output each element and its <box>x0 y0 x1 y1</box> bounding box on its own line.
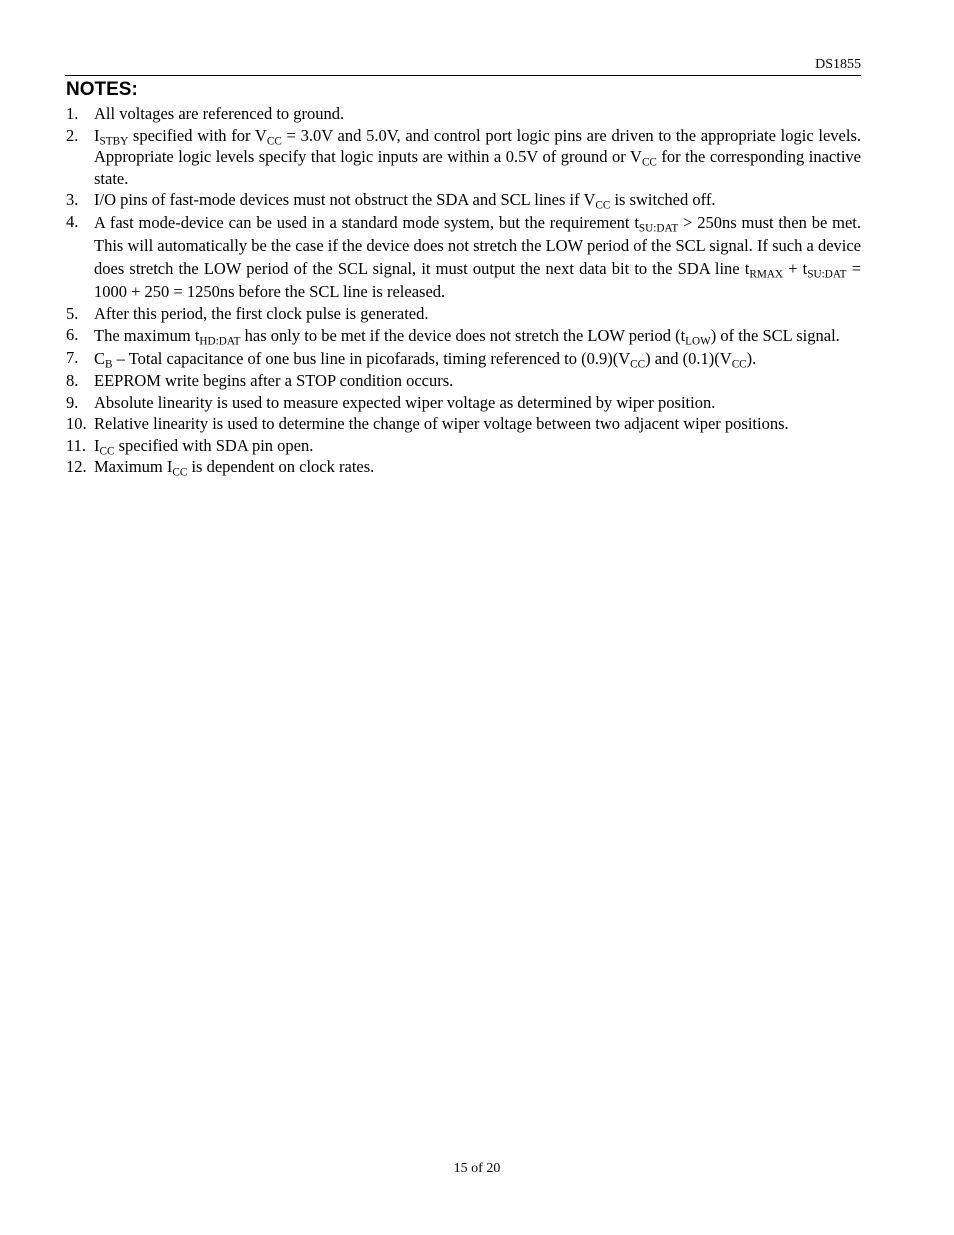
note-text-run: = 3.0V and 5.0V, and control port logic pins are driven to the appropriate logic levels. Appropriate logic levels specify that logic inputs are within a 0.5V of ground or V <box>94 125 861 166</box>
note-text-run: specified with SDA pin open. <box>114 435 314 455</box>
notes-heading: NOTES: <box>66 79 138 100</box>
note-text-run: ) of the SCL signal. <box>710 326 840 345</box>
subscript: CC <box>266 134 282 147</box>
note-text-run: for the corresponding inactive state. <box>94 147 861 188</box>
note-text <box>94 370 861 392</box>
page-number: 15 of 20 <box>453 1161 501 1176</box>
subscript: CC <box>595 199 611 212</box>
note-text-run: > 250ns must then be met. This will automatically be the case if the device does not stretch the LOW period of the SCL signal. If such a device does stretch the LOW period of the SCL signal, it must output the next data bit to the SDA line t <box>94 212 861 278</box>
note-text <box>94 324 861 347</box>
note-text-run: Maximum I <box>94 457 173 476</box>
note-text-run: specified with for V <box>128 125 267 145</box>
subscript: CC <box>99 444 115 457</box>
note-text <box>94 413 861 435</box>
subscript: CC <box>172 466 188 479</box>
note-item <box>66 211 861 303</box>
note-text-run: is dependent on clock rates. <box>187 457 375 476</box>
note-number: 9. <box>66 392 79 412</box>
note-text-run: + t <box>783 258 808 278</box>
note-text-run: Absolute linearity is used to measure expected wiper voltage as determined by wiper position. <box>94 392 716 412</box>
note-text-run: A fast mode-device can be used in a standard mode system, but the requirement t <box>94 212 639 232</box>
note-text <box>94 103 861 125</box>
subscript: CC <box>630 358 646 371</box>
note-number: 12. <box>66 457 87 476</box>
subscript: LOW <box>685 335 711 348</box>
subscript: STBY <box>99 134 129 147</box>
note-number: 10. <box>66 414 87 433</box>
note-number: 11. <box>66 435 87 455</box>
note-text <box>94 456 861 478</box>
note-text-run: ) and (0.1)(V <box>645 349 732 368</box>
note-text-run: ). <box>746 349 757 368</box>
note-number: 2. <box>66 125 79 145</box>
notes-list <box>66 103 861 478</box>
note-text <box>94 125 861 190</box>
note-item <box>66 435 861 457</box>
note-item <box>66 189 861 211</box>
note-text <box>94 303 861 325</box>
note-text-run: I/O pins of fast-mode devices must not obstruct the SDA and SCL lines if V <box>94 190 596 209</box>
header-rule <box>65 75 861 76</box>
note-text-run: The maximum t <box>94 326 200 345</box>
subscript: SU:DAT <box>638 221 679 234</box>
note-item <box>66 125 861 190</box>
note-item <box>66 370 861 392</box>
note-text-run: After this period, the first clock pulse is generated. <box>94 303 429 323</box>
note-item <box>66 347 861 370</box>
note-item <box>66 324 861 347</box>
note-item <box>66 456 861 478</box>
note-text <box>94 189 861 211</box>
subscript: SU:DAT <box>807 267 847 280</box>
note-text-run: C <box>94 349 106 368</box>
note-text-run: is switched off. <box>610 190 716 209</box>
note-item <box>66 103 861 125</box>
subscript: B <box>105 358 113 371</box>
note-text <box>94 211 861 303</box>
note-number: 1. <box>66 104 79 123</box>
document-id: DS1855 <box>815 57 861 72</box>
subscript: CC <box>641 156 657 169</box>
note-text-run: – Total capacitance of one bus line in picofarads, timing referenced to (0.9)(V <box>112 349 631 368</box>
note-text <box>94 435 861 457</box>
note-item <box>66 392 861 414</box>
note-text-run: EEPROM write begins after a STOP condition occurs. <box>94 371 454 390</box>
note-number: 6. <box>66 325 79 344</box>
note-text-run: I <box>94 125 100 145</box>
note-item <box>66 413 861 435</box>
note-text-run: All voltages are referenced to ground. <box>94 104 345 123</box>
note-number: 3. <box>66 190 79 209</box>
note-number: 7. <box>66 348 79 367</box>
subscript: RMAX <box>749 267 784 280</box>
note-text-run: Relative linearity is used to determine the change of wiper voltage between two adjacent wiper positions. <box>94 414 789 433</box>
note-number: 4. <box>66 211 79 231</box>
note-text <box>94 347 861 370</box>
note-number: 8. <box>66 371 79 390</box>
note-item <box>66 303 861 325</box>
subscript: HD:DAT <box>199 335 241 348</box>
note-number: 5. <box>66 303 79 323</box>
subscript: CC <box>731 358 747 371</box>
note-text <box>94 392 861 414</box>
note-text-run: has only to be met if the device does not stretch the LOW period (t <box>240 326 686 345</box>
note-text-run: = 1000 + 250 = 1250ns before the SCL line is released. <box>94 258 862 301</box>
note-text-run: I <box>94 435 100 455</box>
